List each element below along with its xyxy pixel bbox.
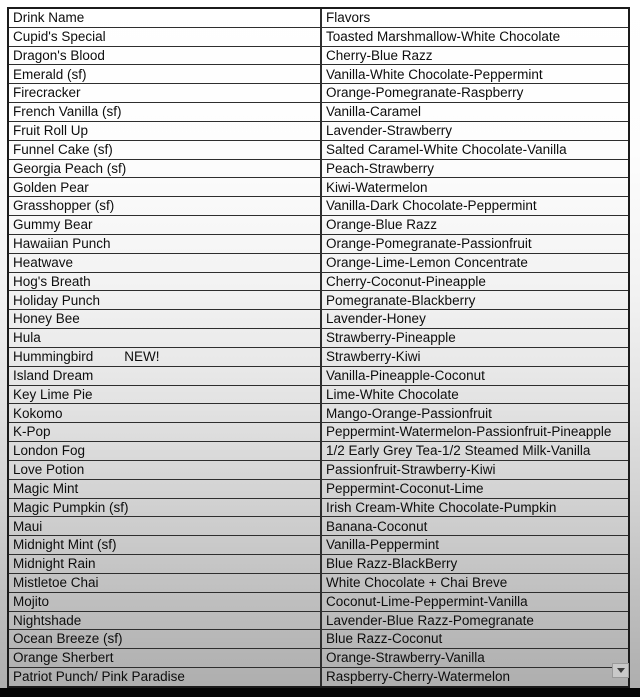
drink-name: Grasshopper (sf) <box>13 198 115 214</box>
drink-name-cell <box>9 160 322 178</box>
drink-name: Heatwave <box>13 254 74 270</box>
table-row <box>9 103 628 122</box>
flavors-cell: Vanilla-Pineapple-Coconut <box>326 367 485 383</box>
flavors-cell: Peppermint-Watermelon-Passionfruit-Pineapple <box>326 424 612 440</box>
drink-name-cell <box>9 593 322 611</box>
flavors-cell: Toasted Marshmallow-White Chocolate <box>326 28 561 44</box>
flavors-cell: Vanilla-Peppermint <box>326 537 440 553</box>
flavors-cell: Orange-Pomegranate-Raspberry <box>326 85 524 101</box>
drink-name-cell <box>9 141 322 159</box>
drink-name-cell <box>9 536 322 554</box>
flavors-cell: Orange-Pomegranate-Passionfruit <box>326 236 532 252</box>
drink-name-cell <box>9 386 322 404</box>
drink-name: Key Lime Pie <box>13 386 93 402</box>
drink-name: Hawaiian Punch <box>13 236 111 252</box>
table-row <box>9 480 628 499</box>
drink-name-cell <box>9 235 322 253</box>
drink-name: Magic Pumpkin (sf) <box>13 499 129 515</box>
table-row <box>9 630 628 649</box>
drink-name: Nightshade <box>13 612 82 628</box>
drink-name-cell <box>9 630 322 648</box>
table-header-row <box>9 9 628 28</box>
flavors-cell: Peppermint-Coconut-Lime <box>326 480 484 496</box>
table-row <box>9 593 628 612</box>
table-row <box>9 367 628 386</box>
table-row <box>9 404 628 423</box>
table-row <box>9 555 628 574</box>
table-row <box>9 47 628 66</box>
drink-name: Gummy Bear <box>13 217 93 233</box>
drink-name-cell <box>9 404 322 422</box>
flavors-cell: Cherry-Coconut-Pineapple <box>326 273 486 289</box>
scroll-dropdown-button[interactable] <box>612 663 629 678</box>
drink-name-cell <box>9 122 322 140</box>
drink-name-cell <box>9 28 322 46</box>
drink-name: Midnight Mint (sf) <box>13 537 117 553</box>
flavors-cell: Salted Caramel-White Chocolate-Vanilla <box>326 141 567 157</box>
drink-name: Orange Sherbert <box>13 650 114 666</box>
flavors-cell: Kiwi-Watermelon <box>326 179 428 195</box>
drink-name-cell <box>9 668 322 686</box>
drink-name: Dragon's Blood <box>13 47 105 63</box>
drink-name: Firecracker <box>13 85 81 101</box>
flavors-cell: Lime-White Chocolate <box>326 386 459 402</box>
drink-name: Fruit Roll Up <box>13 123 89 139</box>
flavors-cell: Vanilla-Dark Chocolate-Peppermint <box>326 198 537 214</box>
drink-name: Holiday Punch <box>13 292 101 308</box>
flavors-cell: Raspberry-Cherry-Watermelon <box>326 669 511 685</box>
drink-name-cell <box>9 517 322 535</box>
drink-name-cell <box>9 254 322 272</box>
table-row <box>9 178 628 197</box>
drink-name: Funnel Cake (sf) <box>13 141 113 157</box>
table-row <box>9 273 628 292</box>
table-row <box>9 348 628 367</box>
drink-name: Midnight Rain <box>13 556 96 572</box>
table-row <box>9 197 628 216</box>
drink-name: Hog's Breath <box>13 273 91 289</box>
bottom-black-bar <box>0 688 640 697</box>
drink-name: Honey Bee <box>13 311 80 327</box>
table-row <box>9 254 628 273</box>
drink-name: Emerald (sf) <box>13 66 87 82</box>
flavors-cell: Vanilla-White Chocolate-Peppermint <box>326 66 543 82</box>
flavors-cell: Lavender-Strawberry <box>326 123 453 139</box>
table-row <box>9 612 628 631</box>
flavors-cell: Orange-Strawberry-Vanilla <box>326 650 485 666</box>
drink-name: Patriot Punch/ Pink Paradise <box>13 669 185 685</box>
drink-name: Love Potion <box>13 462 85 478</box>
drink-name-cell <box>9 103 322 121</box>
drink-name: Georgia Peach (sf) <box>13 160 127 176</box>
drink-name: London Fog <box>13 443 86 459</box>
drink-name: French Vanilla (sf) <box>13 104 122 120</box>
table-row <box>9 423 628 442</box>
new-badge: NEW! <box>124 349 160 365</box>
flavors-cell: Peach-Strawberry <box>326 160 435 176</box>
drink-name: Magic Mint <box>13 480 79 496</box>
drink-name-cell <box>9 499 322 517</box>
table-row <box>9 235 628 254</box>
drink-name-cell <box>9 649 322 667</box>
table-row <box>9 160 628 179</box>
flavors-cell: Cherry-Blue Razz <box>326 47 433 63</box>
drink-name: Kokomo <box>13 405 63 421</box>
table-row <box>9 122 628 141</box>
drink-name-cell <box>9 197 322 215</box>
table-row <box>9 649 628 668</box>
drink-name-cell <box>9 291 322 309</box>
flavors-cell: Passionfruit-Strawberry-Kiwi <box>326 462 496 478</box>
table-row <box>9 141 628 160</box>
drinks-flavors-table <box>7 7 630 688</box>
table-row <box>9 291 628 310</box>
drink-name-cell <box>9 84 322 102</box>
drink-name-cell <box>9 47 322 65</box>
drink-name-cell <box>9 367 322 385</box>
table-row <box>9 329 628 348</box>
flavors-cell: Lavender-Honey <box>326 311 426 327</box>
drink-name: Hummingbird <box>13 349 94 365</box>
drink-name-cell <box>9 348 322 366</box>
table-row <box>9 442 628 461</box>
drink-name-cell <box>9 555 322 573</box>
table-row <box>9 84 628 103</box>
table-row <box>9 65 628 84</box>
flavors-cell: White Chocolate + Chai Breve <box>326 575 508 590</box>
drink-name-cell <box>9 65 322 83</box>
drink-name: Hula <box>13 330 41 346</box>
chevron-down-icon <box>617 668 625 673</box>
table-row <box>9 499 628 518</box>
flavors-cell: Blue Razz-BlackBerry <box>326 556 458 572</box>
table-row <box>9 461 628 480</box>
drink-name: Mojito <box>13 593 50 609</box>
flavors-cell: Orange-Blue Razz <box>326 217 438 233</box>
table-row <box>9 536 628 555</box>
drink-name-cell <box>9 574 322 592</box>
flavors-cell: 1/2 Early Grey Tea-1/2 Steamed Milk-Vanilla <box>326 443 591 459</box>
flavors-cell: Orange-Lime-Lemon Concentrate <box>326 254 528 270</box>
drink-name: Ocean Breeze (sf) <box>13 631 123 647</box>
drink-name: K-Pop <box>13 424 51 440</box>
flavors-cell: Coconut-Lime-Peppermint-Vanilla <box>326 593 528 609</box>
drink-name-cell <box>9 423 322 441</box>
drink-name: Maui <box>13 518 43 534</box>
table-row <box>9 216 628 235</box>
flavors-cell: Vanilla-Caramel <box>326 104 422 120</box>
drink-name-cell <box>9 329 322 347</box>
table-row <box>9 310 628 329</box>
drink-name-cell <box>9 216 322 234</box>
drink-name-cell <box>9 612 322 630</box>
table-row <box>9 668 628 686</box>
drink-name-cell <box>9 178 322 196</box>
drink-name-cell <box>9 480 322 498</box>
flavors-cell: Banana-Coconut <box>326 518 428 534</box>
flavors-cell: Mango-Orange-Passionfruit <box>326 405 492 421</box>
drink-name-cell <box>9 310 322 328</box>
column-header-flavors: Flavors <box>326 10 371 26</box>
flavors-cell: Irish Cream-White Chocolate-Pumpkin <box>326 499 557 515</box>
flavors-cell: Blue Razz-Coconut <box>326 631 443 647</box>
drink-name: Golden Pear <box>13 179 89 195</box>
flavors-cell: Strawberry-Kiwi <box>326 349 421 365</box>
flavors-cell: Strawberry-Pineapple <box>326 330 456 346</box>
flavors-cell: Lavender-Blue Razz-Pomegranate <box>326 612 534 628</box>
drink-name-cell <box>9 273 322 291</box>
table-row <box>9 574 628 593</box>
drink-name-cell <box>9 461 322 479</box>
drink-name-cell <box>9 442 322 460</box>
drink-name: Mistletoe Chai <box>13 575 99 590</box>
flavors-cell: Pomegranate-Blackberry <box>326 292 476 308</box>
table-row <box>9 28 628 47</box>
drink-name: Island Dream <box>13 367 94 383</box>
drink-name: Cupid's Special <box>13 28 106 44</box>
table-row <box>9 386 628 405</box>
table-row <box>9 517 628 536</box>
column-header-drink-name: Drink Name <box>9 9 322 27</box>
